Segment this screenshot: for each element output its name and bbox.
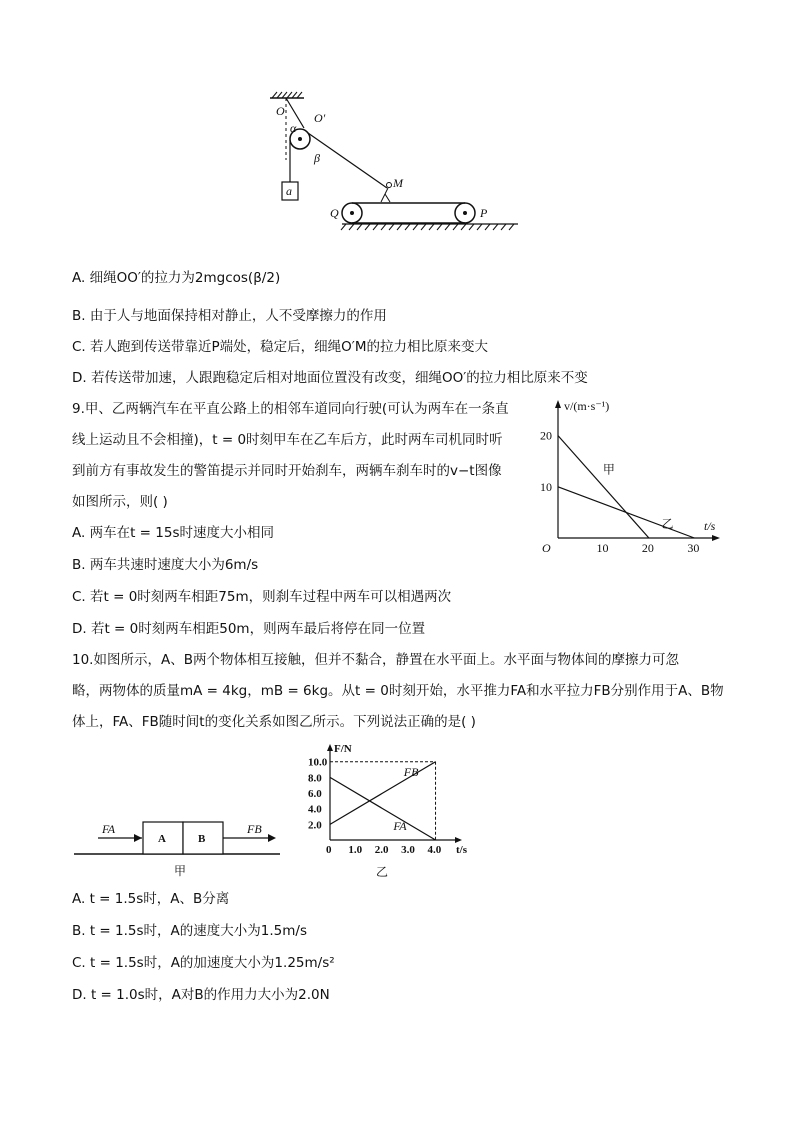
series-label: FA bbox=[393, 819, 407, 834]
y-tick-label: 2.0 bbox=[308, 819, 322, 832]
series-label: 乙 bbox=[661, 517, 674, 532]
y-tick-label: 20 bbox=[540, 428, 552, 443]
force-b-label: FB bbox=[247, 822, 262, 836]
label-o: O bbox=[276, 104, 285, 118]
x-tick-label: 1.0 bbox=[348, 844, 363, 856]
vt-chart bbox=[530, 398, 730, 558]
q10-option-c: C. t = 1.5s时，A的加速度大小为1.25m/s² bbox=[72, 955, 335, 971]
q9-option-c: C. 若t = 0时刻两车相距75m，则刹车过程中两车可以相遇两次 bbox=[72, 589, 452, 605]
series-line-yi bbox=[558, 487, 694, 538]
q8-option-b: B. 由于人与地面保持相对静止，人不受摩擦力的作用 bbox=[72, 308, 387, 324]
series-line-fb bbox=[330, 762, 436, 825]
label-o-prime: O′ bbox=[314, 111, 326, 125]
y-tick-label: 10 bbox=[540, 479, 552, 494]
force-a-label: FA bbox=[102, 822, 116, 836]
x-axis-arrow bbox=[455, 837, 462, 843]
q9-option-d: D. 若t = 0时刻两车相距50m，则两车最后将停在同一位置 bbox=[72, 621, 426, 637]
series-line-fa bbox=[330, 777, 436, 840]
x-axis-label: t/s bbox=[456, 844, 467, 856]
x-tick-label: 2.0 bbox=[374, 844, 389, 856]
x-tick-label: 3.0 bbox=[401, 844, 415, 856]
label-p: P bbox=[480, 206, 488, 220]
label-alpha: α bbox=[290, 121, 297, 135]
x-tick-label: 20 bbox=[641, 541, 654, 555]
y-axis-arrow bbox=[555, 400, 561, 408]
q9-option-b: B. 两车共速时速度大小为6m/s bbox=[72, 557, 259, 573]
q10-option-d: D. t = 1.0s时，A对B的作用力大小为2.0N bbox=[72, 987, 330, 1003]
q10-stem-line-1: 10.如图所示，A、B两个物体相互接触，但并不黏合，静置在水平面上。水平面与物体间的摩擦力可忽 bbox=[72, 652, 679, 668]
q8-option-a: A. 细绳OO′的拉力为2mgcos(β/2) bbox=[72, 270, 281, 286]
label-beta: β bbox=[314, 151, 320, 165]
y-axis-label: v/(m·s⁻¹) bbox=[564, 399, 610, 413]
block-a-label: A bbox=[158, 833, 166, 845]
y-tick-label: 10.0 bbox=[308, 756, 328, 769]
q9-option-a: A. 两车在t = 15s时速度大小相同 bbox=[72, 525, 274, 541]
block-b-label: B bbox=[198, 833, 206, 845]
pulley-conveyor-figure bbox=[262, 90, 532, 236]
x-tick-label: 30 bbox=[687, 541, 700, 555]
series-line-jia bbox=[558, 436, 649, 538]
y-tick-label: 8.0 bbox=[308, 772, 322, 785]
q9-stem-line-2: 线上运动且不会相撞)，t = 0时刻甲车在乙车后方，此时两车司机同时听 bbox=[72, 432, 503, 448]
series-label: FB bbox=[403, 764, 419, 779]
q10-stem-line-3: 体上，FA、FB随时间t的变化关系如图乙所示。下列说法正确的是( ) bbox=[72, 714, 476, 730]
block-figure bbox=[72, 810, 284, 880]
x-axis-arrow bbox=[712, 535, 720, 541]
y-axis-arrow bbox=[327, 744, 333, 751]
label-a: a bbox=[286, 184, 292, 198]
x-tick-label: 10 bbox=[596, 541, 609, 555]
ft-chart bbox=[300, 742, 480, 880]
q10-option-a: A. t = 1.5s时，A、B分离 bbox=[72, 891, 230, 907]
x-tick-label: 4.0 bbox=[427, 844, 442, 856]
ft-chart-caption: 乙 bbox=[376, 865, 389, 879]
q9-stem-line-4: 如图所示，则( ) bbox=[72, 494, 168, 510]
origin-label: O bbox=[542, 541, 551, 555]
y-axis-label: F/N bbox=[334, 743, 352, 755]
origin-label: 0 bbox=[326, 844, 332, 856]
block-figure-caption: 甲 bbox=[174, 864, 187, 878]
x-axis-label: t/s bbox=[704, 519, 716, 533]
q9-stem-line-3: 到前方有事故发生的警笛提示并同时开始刹车，两辆车刹车时的v−t图像 bbox=[72, 463, 502, 479]
label-m: M bbox=[393, 176, 403, 190]
series-label: 甲 bbox=[602, 462, 615, 477]
label-q: Q bbox=[330, 206, 339, 220]
q10-stem-line-2: 略，两物体的质量mA = 4kg，mB = 6kg。从t = 0时刻开始，水平推力FA和水平拉力FB分别作用于A、B物 bbox=[72, 683, 724, 699]
q8-option-c: C. 若人跑到传送带靠近P端处，稳定后，细绳O′M的拉力相比原来变大 bbox=[72, 339, 488, 355]
q10-option-b: B. t = 1.5s时，A的速度大小为1.5m/s bbox=[72, 923, 307, 939]
y-tick-label: 6.0 bbox=[308, 788, 322, 801]
q8-option-d: D. 若传送带加速，人跟跑稳定后相对地面位置没有改变，细绳OO′的拉力相比原来不变 bbox=[72, 370, 588, 386]
q9-stem-line-1: 9.甲、乙两辆汽车在平直公路上的相邻车道同向行驶(可认为两车在一条直 bbox=[72, 401, 509, 417]
y-tick-label: 4.0 bbox=[308, 803, 322, 816]
